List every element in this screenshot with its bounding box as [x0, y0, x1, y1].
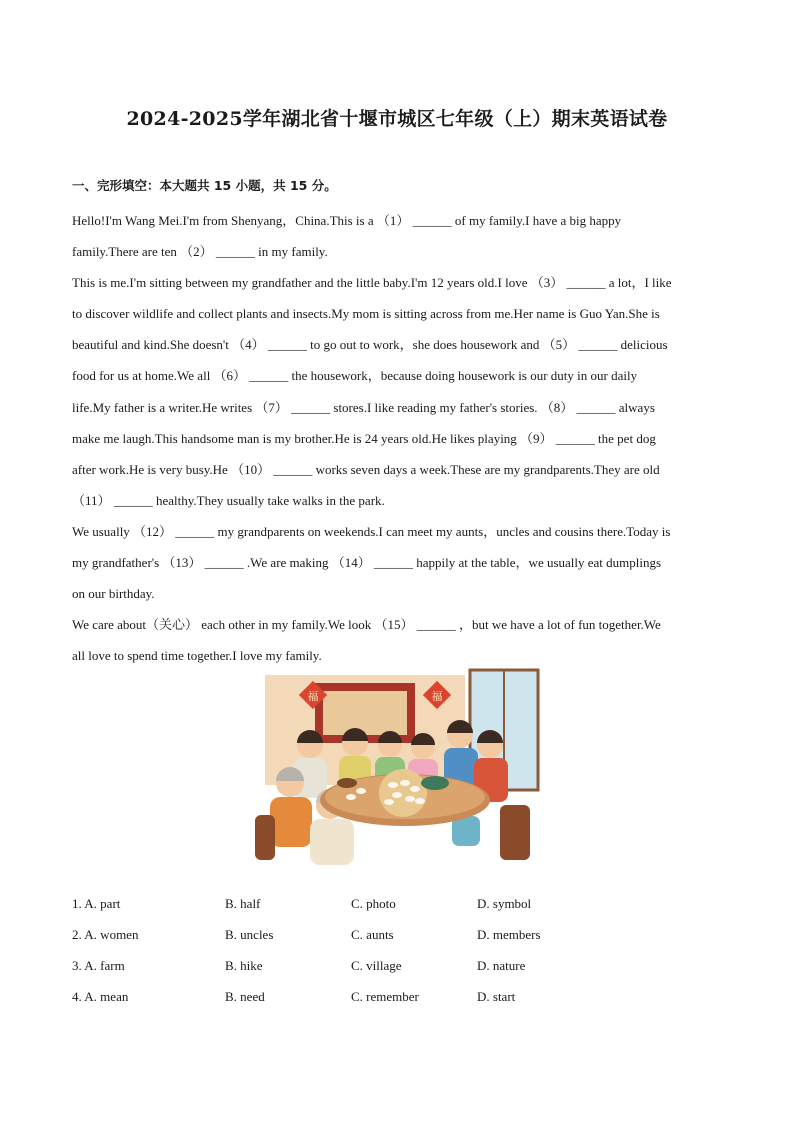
page-title: 2024-2025学年湖北省十堰市城区七年级（上）期末英语试卷	[126, 108, 668, 130]
question-option-d[interactable]: D. symbol	[477, 896, 532, 911]
question-row	[72, 927, 632, 958]
question-number: 3.	[72, 958, 82, 973]
svg-text:福: 福	[431, 690, 443, 703]
question-option-d[interactable]: D. members	[477, 927, 541, 942]
question-option-c[interactable]: C. aunts	[351, 927, 394, 942]
dumpling-board	[379, 769, 427, 817]
question-number: 4.	[72, 989, 82, 1004]
question-option-b[interactable]: B. uncles	[225, 927, 274, 942]
passage-line: family.There are ten （2） ______ in my family.	[72, 244, 328, 260]
question-option-a[interactable]	[72, 989, 128, 1005]
passage-line: We usually （12） ______ my grandparents on weekends.I can meet my aunts，uncles and cousins there.Today is	[72, 523, 671, 539]
question-option-c[interactable]: C. village	[351, 958, 402, 973]
passage-line: make me laugh.This handsome man is my brother.He is 24 years old.He likes playing （9） ______ the pet dog	[72, 430, 656, 446]
question-row	[72, 896, 632, 927]
question-number: 1.	[72, 896, 82, 911]
question-option-a[interactable]	[72, 958, 125, 974]
cloze-passage	[72, 205, 722, 671]
question-option-b[interactable]: B. half	[225, 896, 261, 911]
svg-text:福: 福	[307, 690, 319, 703]
family-dinner-illustration	[255, 665, 540, 865]
question-option-b[interactable]: B. need	[225, 989, 265, 1004]
question-option-d[interactable]: D. start	[477, 989, 516, 1004]
passage-line: food for us at home.We all （6） ______ the housework，because doing housework is our duty in our daily	[72, 368, 638, 384]
option-a-label: A. mean	[84, 989, 129, 1004]
question-row	[72, 958, 632, 989]
question-option-d[interactable]: D. nature	[477, 958, 526, 973]
passage-line: We care about（关心） each other in my family.We look （15） ______ ，but we have a lot of fun together.We	[72, 617, 661, 633]
passage-line: beautiful and kind.She doesn't （4） ______ to go out to work，she does housework and （5） ______ delicious	[72, 337, 668, 353]
question-row	[72, 989, 632, 1020]
question-option-b[interactable]: B. hike	[225, 958, 263, 973]
passage-line: （11） ______ healthy.They usually take walks in the park.	[72, 492, 385, 508]
question-option-a[interactable]	[72, 927, 138, 943]
passage-line: my grandfather's （13） ______ .We are making （14） ______ happily at the table，we usually eat dumplings	[72, 555, 662, 571]
section-heading: 一、完形填空：本大题共 15 小题，共 15 分。	[72, 178, 337, 193]
passage-line: on our birthday.	[72, 586, 155, 602]
passage-line: to discover wildlife and collect plants and insects.My mom is sitting across from me.Her name is Guo Yan.She is	[72, 306, 660, 322]
passage-line: life.My father is a writer.He writes （7） ______ stores.I like reading my father's stories. （8） ______ always	[72, 399, 655, 415]
passage-line: Hello!I'm Wang Mei.I'm from Shenyang，China.This is a （1） ______ of my family.I have a big happy	[72, 213, 622, 228]
passage-line: all love to spend time together.I love my family.	[72, 648, 322, 664]
question-number: 2.	[72, 927, 82, 942]
question-option-a[interactable]	[72, 896, 120, 912]
passage-line: This is me.I'm sitting between my grandfather and the little baby.I'm 12 years old.I love （3） ______ a lot，I like	[72, 275, 672, 291]
bowl	[421, 776, 449, 790]
option-a-label: A. women	[84, 927, 139, 942]
answer-options	[72, 896, 632, 1020]
option-a-label: A. part	[84, 896, 121, 911]
question-option-c[interactable]: C. remember	[351, 989, 419, 1004]
question-option-c[interactable]: C. photo	[351, 896, 396, 911]
passage-line: after work.He is very busy.He （10） ______ works seven days a week.These are my grandparents.They are old	[72, 461, 660, 477]
option-a-label: A. farm	[84, 958, 125, 973]
